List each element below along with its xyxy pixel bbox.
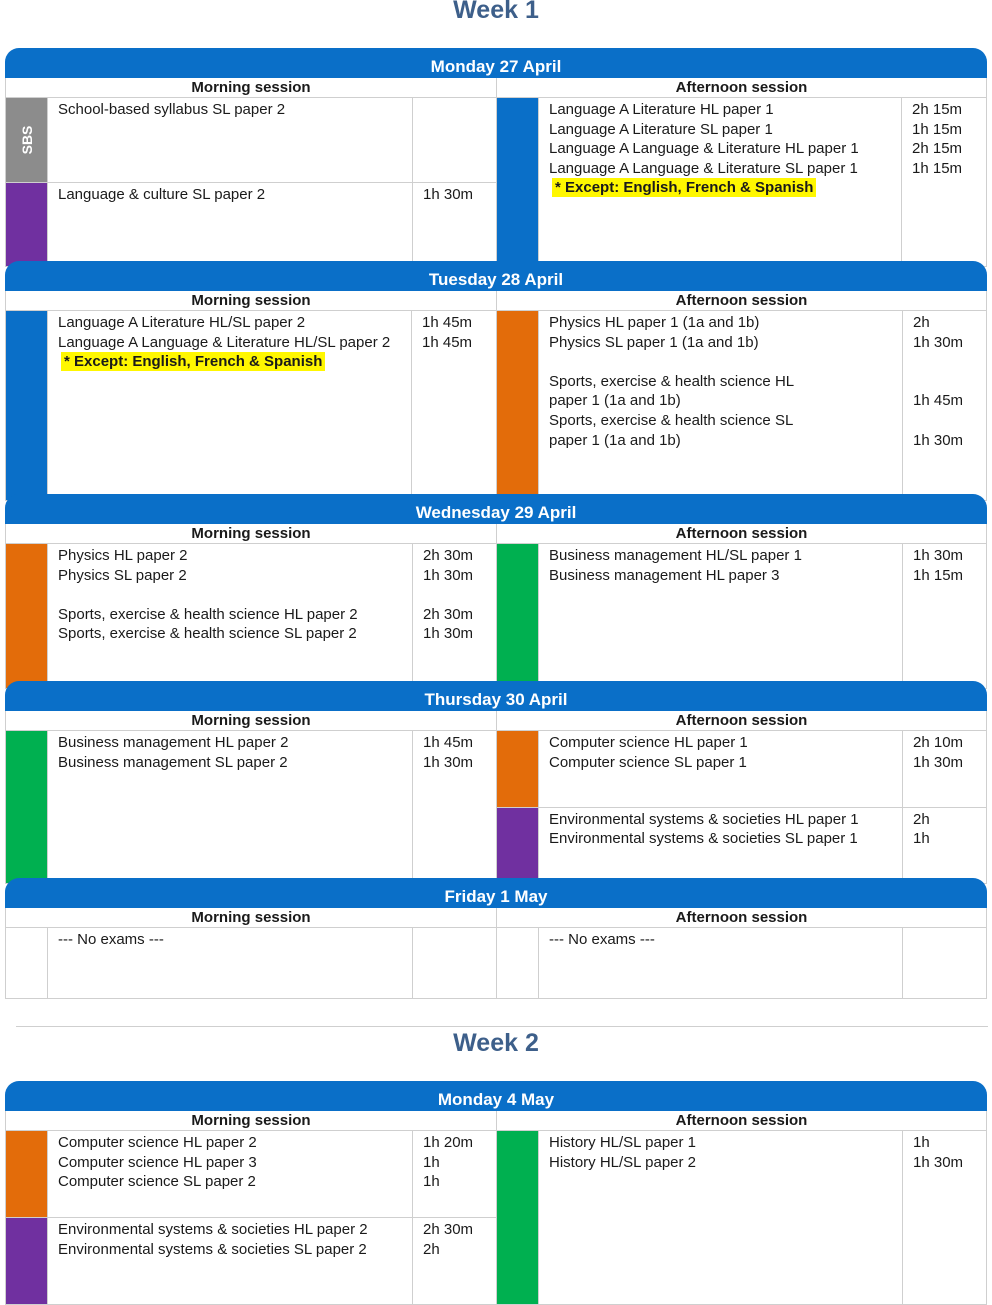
afternoon-session-title: Afternoon session (497, 524, 986, 544)
morning-session-title: Morning session (6, 711, 496, 731)
exam-row (539, 928, 986, 998)
exam-subjects: Computer science HL paper 2 Computer science HL paper 3 Computer science SL paper 2 (58, 1134, 257, 1191)
exam-durations: 1h 20m 1h 1h (412, 1131, 496, 1217)
morning-session-title: Morning session (6, 908, 496, 928)
exam-group (6, 311, 496, 500)
exam-group (497, 544, 986, 688)
exam-group-content (539, 808, 986, 884)
morning-session-title: Morning session (6, 78, 496, 98)
session-groups (497, 928, 986, 998)
exam-row (539, 808, 986, 884)
exam-row (48, 183, 496, 267)
day-header: Friday 1 May (5, 878, 987, 908)
exam-row (539, 731, 986, 807)
subject-color-bar (6, 98, 48, 182)
subject-color-bar (497, 1131, 539, 1304)
exam-group (497, 1131, 986, 1304)
afternoon-session (496, 78, 986, 266)
exam-row (48, 1131, 496, 1217)
day-body (5, 78, 987, 267)
session-groups (6, 544, 496, 688)
exam-subjects: School-based syllabus SL paper 2 (58, 101, 286, 118)
exam-group (497, 98, 986, 266)
week-title: Week 2 (453, 1029, 539, 1057)
day-body (5, 291, 987, 501)
exam-group-content (539, 311, 986, 500)
morning-session (6, 1111, 496, 1304)
exam-row (48, 544, 496, 688)
exam-subjects: Business management HL/SL paper 1 Business management HL paper 3 (549, 547, 802, 584)
exam-row (48, 98, 496, 182)
exam-row (48, 928, 496, 998)
day-body (5, 524, 987, 689)
morning-session-title: Morning session (6, 524, 496, 544)
exam-row (539, 544, 986, 688)
day-block (5, 48, 987, 267)
exam-group-content (48, 1218, 496, 1304)
afternoon-session (496, 711, 986, 883)
day-body (5, 711, 987, 884)
exam-group-content (539, 544, 986, 688)
subject-color-bar (497, 98, 539, 266)
subject-color-bar (497, 544, 539, 688)
exam-group (6, 928, 496, 998)
exam-durations: 1h 45m 1h 30m (412, 731, 496, 883)
exam-group-content (48, 1131, 496, 1217)
morning-session-title: Morning session (6, 291, 496, 311)
session-groups (497, 1131, 986, 1304)
afternoon-session-title: Afternoon session (497, 78, 986, 98)
exam-group (497, 928, 986, 998)
exam-group-content (539, 98, 986, 266)
session-groups (497, 98, 986, 266)
day-block (5, 878, 987, 999)
exam-durations: 1h 30m (412, 183, 496, 267)
exam-subjects: Business management HL paper 2 Business management SL paper 2 (58, 734, 289, 771)
day-header: Wednesday 29 April (5, 494, 987, 524)
exam-subjects: Environmental systems & societies HL paper 1 Environmental systems & societies SL paper 1 (549, 810, 859, 848)
exam-group-content (48, 928, 496, 998)
day-header: Thursday 30 April (5, 681, 987, 711)
note-spacer (539, 205, 986, 266)
exam-subjects: History HL/SL paper 1 History HL/SL paper 2 (549, 1134, 697, 1171)
exam-durations: 1h 1h 30m (902, 1131, 986, 1304)
exam-subjects: Language A Literature HL paper 1 Language A Literature SL paper 1 Language A Language & Literature HL paper 1 Language A Language & Literature SL paper 1 (549, 101, 859, 177)
exam-group (497, 731, 986, 807)
subject-color-bar (497, 928, 539, 998)
exam-group (6, 98, 496, 182)
day-block (5, 1081, 987, 1305)
exam-group (6, 544, 496, 688)
week-title: Week 1 (453, 0, 539, 24)
subject-color-bar (6, 1131, 48, 1217)
morning-session (6, 908, 496, 998)
session-groups (497, 544, 986, 688)
exam-group-content (539, 1131, 986, 1304)
morning-session (6, 78, 496, 266)
subject-color-bar (497, 311, 539, 500)
morning-session (6, 291, 496, 500)
subject-color-bar (6, 928, 48, 998)
session-groups (497, 731, 986, 883)
day-block (5, 261, 987, 501)
exam-row (539, 311, 986, 500)
exam-durations: 2h 30m 1h 30m 2h 30m 1h 30m (412, 544, 496, 688)
exam-durations: 2h 10m 1h 30m (902, 731, 986, 807)
afternoon-session (496, 524, 986, 688)
morning-session (6, 711, 496, 883)
afternoon-session (496, 291, 986, 500)
exam-group (6, 1217, 496, 1304)
note-spacer (48, 379, 496, 500)
session-groups (6, 1131, 496, 1304)
exam-group-content (539, 731, 986, 807)
afternoon-session-title: Afternoon session (497, 908, 986, 928)
afternoon-session (496, 908, 986, 998)
exam-subjects: Computer science HL paper 1 Computer science SL paper 1 (549, 734, 748, 771)
exam-group-content (539, 928, 986, 998)
exception-note: * Except: English, French & Spanish (552, 178, 816, 197)
exam-group (497, 807, 986, 884)
exam-durations (412, 928, 496, 998)
exam-durations: 1h 45m 1h 45m (422, 314, 473, 351)
exam-group-content (48, 544, 496, 688)
exam-durations: 1h 30m 1h 15m (902, 544, 986, 688)
exam-row (48, 731, 496, 883)
afternoon-session-title: Afternoon session (497, 291, 986, 311)
exam-durations: 2h 15m 1h 15m 2h 15m 1h 15m (912, 101, 963, 177)
session-groups (6, 98, 496, 266)
durations-column-line (901, 98, 902, 266)
exam-subjects: Language & culture SL paper 2 (58, 185, 266, 203)
subject-color-bar (6, 731, 48, 883)
subject-color-bar (6, 311, 48, 500)
exam-subjects: Language A Literature HL/SL paper 2 Language A Language & Literature HL/SL paper 2 (58, 314, 391, 351)
session-groups (6, 928, 496, 998)
session-groups (6, 731, 496, 883)
subject-color-bar (497, 808, 539, 884)
exam-group (6, 1131, 496, 1217)
exam-group-content (48, 311, 496, 500)
exam-group-content (48, 98, 496, 182)
afternoon-session-title: Afternoon session (497, 1111, 986, 1131)
exam-subjects: --- No exams --- (58, 931, 164, 948)
day-block (5, 494, 987, 689)
day-header: Monday 27 April (5, 48, 987, 78)
exam-subjects: Environmental systems & societies HL paper 2 Environmental systems & societies SL paper 2 (58, 1221, 368, 1258)
subject-color-bar (6, 1218, 48, 1304)
exam-durations (902, 928, 986, 998)
day-body (5, 1111, 987, 1305)
morning-session-title: Morning session (6, 1111, 496, 1131)
exam-group-content (48, 731, 496, 883)
exam-group (497, 311, 986, 500)
exam-durations: 2h 1h 30m 1h 45m 1h 30m (902, 311, 986, 500)
exam-group-content (48, 183, 496, 267)
subject-color-bar (6, 544, 48, 688)
day-block (5, 681, 987, 884)
durations-column-line (411, 311, 412, 500)
morning-session (6, 524, 496, 688)
day-header: Tuesday 28 April (5, 261, 987, 291)
exam-row (539, 1131, 986, 1304)
exam-group (6, 731, 496, 883)
exam-durations (412, 98, 496, 182)
exam-subjects: Physics HL paper 2 Physics SL paper 2 Sports, exercise & health science HL paper 2 Sports, exercise & health science SL paper 2 (58, 547, 358, 643)
day-header: Monday 4 May (5, 1081, 987, 1111)
day-body (5, 908, 987, 999)
afternoon-session-title: Afternoon session (497, 711, 986, 731)
subject-color-bar (497, 731, 539, 807)
exam-group (6, 182, 496, 267)
week-divider (16, 1026, 988, 1027)
sbs-label: SBS (18, 125, 35, 155)
exam-subjects: --- No exams --- (549, 931, 655, 948)
exam-row (48, 1218, 496, 1304)
afternoon-session (496, 1111, 986, 1304)
session-groups (6, 311, 496, 500)
exam-subjects: Physics HL paper 1 (1a and 1b) Physics SL paper 1 (1a and 1b) Sports, exercise & health science HL paper 1 (1a and 1b) Sports, exercise & health science SL paper 1 (1a and 1b) (549, 314, 795, 449)
exam-durations: 2h 1h (902, 808, 986, 884)
exam-row (539, 98, 986, 178)
exception-note: * Except: English, French & Spanish (61, 352, 325, 371)
subject-color-bar (6, 183, 48, 267)
session-groups (497, 311, 986, 500)
exam-durations: 2h 30m 2h (412, 1218, 496, 1304)
exam-row (48, 311, 496, 352)
